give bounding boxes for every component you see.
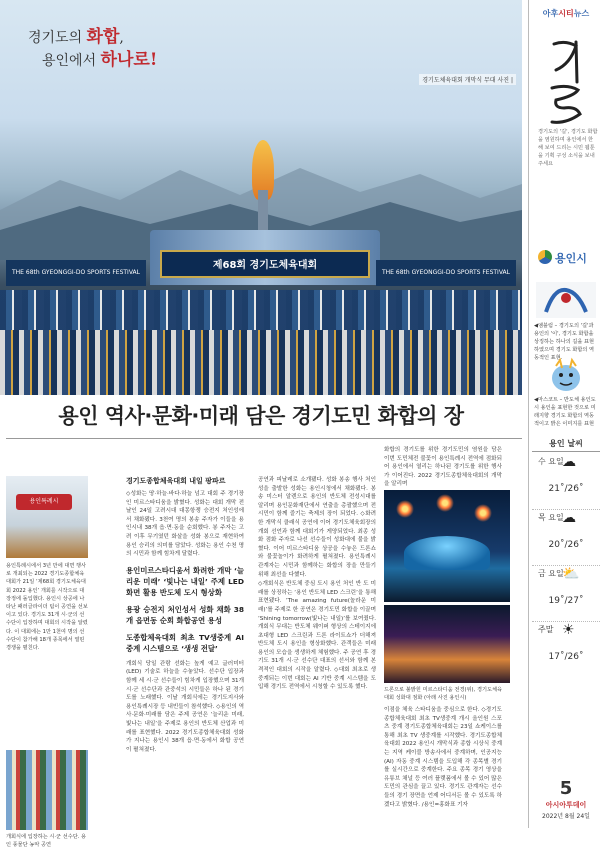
slogan-text: , bbox=[119, 30, 124, 46]
weather-day-name: 주말 bbox=[538, 625, 554, 634]
column-divider bbox=[528, 0, 529, 828]
article-column-1 bbox=[126, 476, 244, 755]
slogan-line-2 bbox=[28, 49, 157, 72]
yongin-logo-icon bbox=[538, 250, 552, 264]
stadium-dome bbox=[404, 536, 490, 570]
article-column-3 bbox=[384, 446, 502, 810]
page-number: 5 bbox=[559, 778, 573, 799]
partly-cloudy-icon: ⛅ bbox=[562, 566, 580, 582]
weather-temp: 19˚/27˚ bbox=[548, 596, 584, 606]
paper-name-part: 아후 bbox=[542, 9, 559, 18]
cauldron-lighting-photo bbox=[384, 605, 510, 683]
cloud-icon: ☁ bbox=[562, 510, 576, 526]
mascot-icon bbox=[542, 358, 590, 394]
article-midhead: 용인미르스타디움서 화려한 개막 ‘늘리운 미래’ ‘빛나는 내일’ 주제 LED화면 활용 반도체 도시 형상화 bbox=[126, 565, 244, 597]
weather-day bbox=[532, 510, 600, 566]
right-sidebar bbox=[532, 0, 600, 828]
cloud-icon: ☁ bbox=[562, 454, 576, 470]
hero-caption: 경기도체육대회 개막식 무대 사진 | bbox=[419, 74, 516, 85]
article-paragraph: 개회식 당일 관람 선화는 높게 예고 글러미터(LED) 기술로 하늘을 수놓았다. 선수단 입장과 함께 세 시·군 선수들이 힘차게 입장했으며 31개 시·군 선수단과 관중석의 시민들은 하나 된 경기도를 노래했다. 이날 개회식에는 경기도지사와 용인특례시장 등 내빈들이 참석했다. ◇용인의 역사·문화·미래를 담은 주제 공연은 ‘늘리운 미래, 빛나는 내일’을 주제로 용인의 반도체 산업과 미래를 표현했다. 2022 경기도종합체육대회 성화가 지나는 용인시 38개 읍·면·동에서 화합 공연이 펼쳐졌다. bbox=[126, 660, 244, 753]
paper-name-part: 뉴스 bbox=[573, 9, 590, 18]
parade-photo bbox=[6, 750, 88, 830]
article-paragraph: 화합의 경기도를 위한 경기도민의 염원을 담은 이번 도민체전 불꽃이 용인특례시 전역에 점화되어 용인에서 열리는 하나된 경기도를 위한 행사가 이어진다. 2022 경기도종합체육대회의 개막을 알리며 bbox=[384, 447, 502, 488]
sun-icon: ☀ bbox=[562, 622, 575, 638]
weather-day bbox=[532, 566, 600, 622]
weather-title: 용인 날씨 bbox=[532, 438, 600, 452]
firework bbox=[474, 504, 492, 522]
article-midhead: 도종합체육대회 최초 TV생중계 AI 중계 시스템으로 ‘생생 전달’ bbox=[126, 632, 244, 653]
paper-name-part: 시티 bbox=[558, 9, 574, 18]
paper-name bbox=[532, 8, 600, 19]
slogan-text: 용인에서 bbox=[42, 53, 101, 69]
article-subhead: 경기도종합체육대회 내일 팡파르 bbox=[126, 477, 226, 485]
slogan-text: 경기도의 bbox=[28, 30, 87, 46]
slogan-emphasis: 하나로! bbox=[100, 50, 158, 70]
paraglider-sign: 용인특례시 bbox=[16, 494, 72, 510]
headline: 용인 역사·문화·미래 담은 경기도민 화합의 장 bbox=[58, 404, 464, 428]
weather-temp: 17˚/26˚ bbox=[548, 652, 584, 662]
festival-banner-left: THE 68th GYEONGGI-DO SPORTS FESTIVAL bbox=[6, 260, 146, 286]
weather-temp: 21˚/26˚ bbox=[548, 484, 584, 494]
publication-date: 2022년 8월 24일 bbox=[542, 813, 590, 820]
stage-screen: 제68회 경기도체육대회 bbox=[160, 250, 370, 278]
festival-banner-right: THE 68th GYEONGGI-DO SPORTS FESTIVAL bbox=[376, 260, 516, 286]
athletes-crowd-front bbox=[0, 330, 522, 395]
weather-day bbox=[532, 454, 600, 510]
article-column-2 bbox=[258, 476, 376, 693]
slogan-line-1 bbox=[28, 26, 157, 49]
mascot-note: ◀마스코트 – 반도체 용인도시 용인을 표현한 것으로 미래지향 경기도 화합의 역동적이고 밝은 이미지를 표현 bbox=[534, 397, 596, 427]
article-paragraph: 공연과 피날레로 소개됐다. 성화 봉송 행사 처인성을 출발한 성화는 용인시청에서 채화됐다. 봉송 미스터 알렌으로 용인의 반도체 전성시대를 알리며 용인문화재단에서 연출을 총괄했으며 전 시민이 함께 즐기는 축제의 장이 되었다. ◇화려한 개막식 클래식 공연에 이어 경기도체육회장의 개회 선언과 함께 대회기가 게양되었다. 최종 성화 점화 주자로 나선 선수들이 성화대에 불을 밝혔다. 이어 미르스타디움 상공을 수놓은 드론쇼와 불꽃놀이가 화려하게 펼쳐졌다. 용인특례시 관계자는 시민과 함께하는 화합의 장을 만들기 위해 최선을 다했다. bbox=[258, 477, 376, 578]
weather-day-name: 금 요일 bbox=[538, 569, 564, 578]
headline-rule bbox=[6, 438, 522, 439]
weather-day bbox=[532, 622, 600, 678]
yongin-logo bbox=[538, 248, 598, 266]
stadium-drone-photo bbox=[384, 490, 510, 602]
yongin-logo-text: 용인시 bbox=[555, 252, 587, 265]
hero-photo bbox=[0, 0, 522, 395]
parade-caption: 개회식에 입장하는 시·군 선수단. 용인 풍물단 농악 공연 bbox=[6, 834, 87, 848]
weather-temp: 20˚/26˚ bbox=[548, 540, 584, 550]
calligraphy-gil bbox=[546, 34, 586, 130]
slogan bbox=[28, 26, 157, 72]
firework bbox=[436, 494, 454, 512]
photo-caption: 드론으로 불밝힌 미르스타디움 전경(위), 경기도체육대회 성화대 점화 (아래 사진 용인시) bbox=[384, 686, 502, 701]
sidebar-description: 경기도의 '길', 경기도 화합을 염원하며 용인에서 한 해 보여 드리는 시민 웹툰을 기획 구성 소식을 보내주세요 bbox=[538, 129, 598, 167]
paraglider-photo bbox=[6, 476, 88, 558]
left-column-text: 용인특례시에서 3년 만에 대면 행사로 개최되는 2022 경기도종합체육대회가 21일 ‘제68회 경기도체육대회 2022 용인’ 개회를 시작으로 대장정에 돌입했다. 용인시 상공에 나타난 패러글라이더 팀이 공연을 선보이고 있다. 경기도 31개 시·군의 선수단이 입장하며 대회의 시작을 알렸다. 이 대회에는 1만 1천여 명의 선수단이 참가해 18개 종목에서 열띤 경쟁을 펼친다. bbox=[6, 563, 88, 652]
article-paragraph: ◇성화는 땅·하늘·바다·하늘 넘고 대회 주 경기장인 미르스타디움을 밝혔다. 성화는 대회 개막 전날인 24일 고려시대 대몽항쟁 승전지 처인성에서 채화됐다. 3천여 명의 봉송 주자가 이들을 용인시내 38개 읍·면·동을 순회했다. 봉 주자는 고려 이후 무기였던 화살을 성화 봉으로 재현하여 용인 승리의 의미를 담았다. 성화는 용인 수천 명의 시민과 함께 힘차게 달렸다. bbox=[126, 491, 244, 558]
emblem-icon bbox=[536, 282, 596, 318]
publication-name: 아시아투데이 bbox=[545, 801, 587, 809]
slogan-emphasis: 화합 bbox=[86, 27, 120, 47]
article-paragraph: ◇개회식은 반도체 중심 도시 용인 처인 반 도 미래를 상징하는 ‘용인 반도체 LED 스크린’을 통해 표현됐다. ‘The amazing future(놀라운 미래)’를 주제로 한 공연은 경기도민 화합을 이끌며 ‘Shining tomorrow(빛나는 내일)’를 보여줬다. 개회식 무대는 반도체 웨이퍼 형상의 스테이지에 초대형 LED 스크린과 드론 라이트쇼가 더해져 반도체 도시 용인을 형상화했다. 관객들은 미래 용인의 모습을 생생하게 체험했다. 주 공연 후 경기도 31개 시·군 선수단 대표의 선서와 함께 본격적인 대회의 시작을 알렸다. ◇대회 최초로 생중계되는 이번 대회는 AI 기반 중계 시스템을 도입해 경기도 전역에서 시청할 수 있도록 했다. bbox=[258, 581, 376, 691]
firework bbox=[396, 500, 414, 518]
emblem-note: ◀엠블럼 – 경기도의 '길'과 용인의 '이', 경기도 화합을 상징하는 하나의 길을 표현하였으며 경기도 화합의 역동적인 표현. bbox=[534, 323, 595, 361]
article-midhead: 용광 승전지 처인성서 성화 채화 38개 읍면동 순회 화합공연 용성 bbox=[126, 604, 244, 625]
weather-day-name: 목 요일 bbox=[538, 513, 564, 522]
weather-day-name: 수 요일 bbox=[538, 457, 564, 466]
article-paragraph: 이점을 체육 스타디움을 중심으로 한다. ◇경기도종합체육대회 최초 TV생중계 개시 올인원 스포츠 중계 경기도종합체육대회는 23일 쇼케이스를 통해 최초 TV 생중계를 시작했다. 경기도종합체육대회 2022 용인시 개막식과 종합 시상식 중계는 지역 케이블 방송사에서 중계하며, 인공지능(AI) 자동 중계 시스템을 도입해 각 종목별 경기를 실시간으로 중계한다. 주요 종목 경기 영상을 유튜브 채널 등 여러 플랫폼에서 볼 수 있어 많은 도민의 관심을 끌고 있다. 경기도 관계자는 선수들의 경기 장면을 언제 어디서든 볼 수 있도록 하겠다고 밝혔다. /용인=홍화표 기자 bbox=[384, 706, 502, 808]
